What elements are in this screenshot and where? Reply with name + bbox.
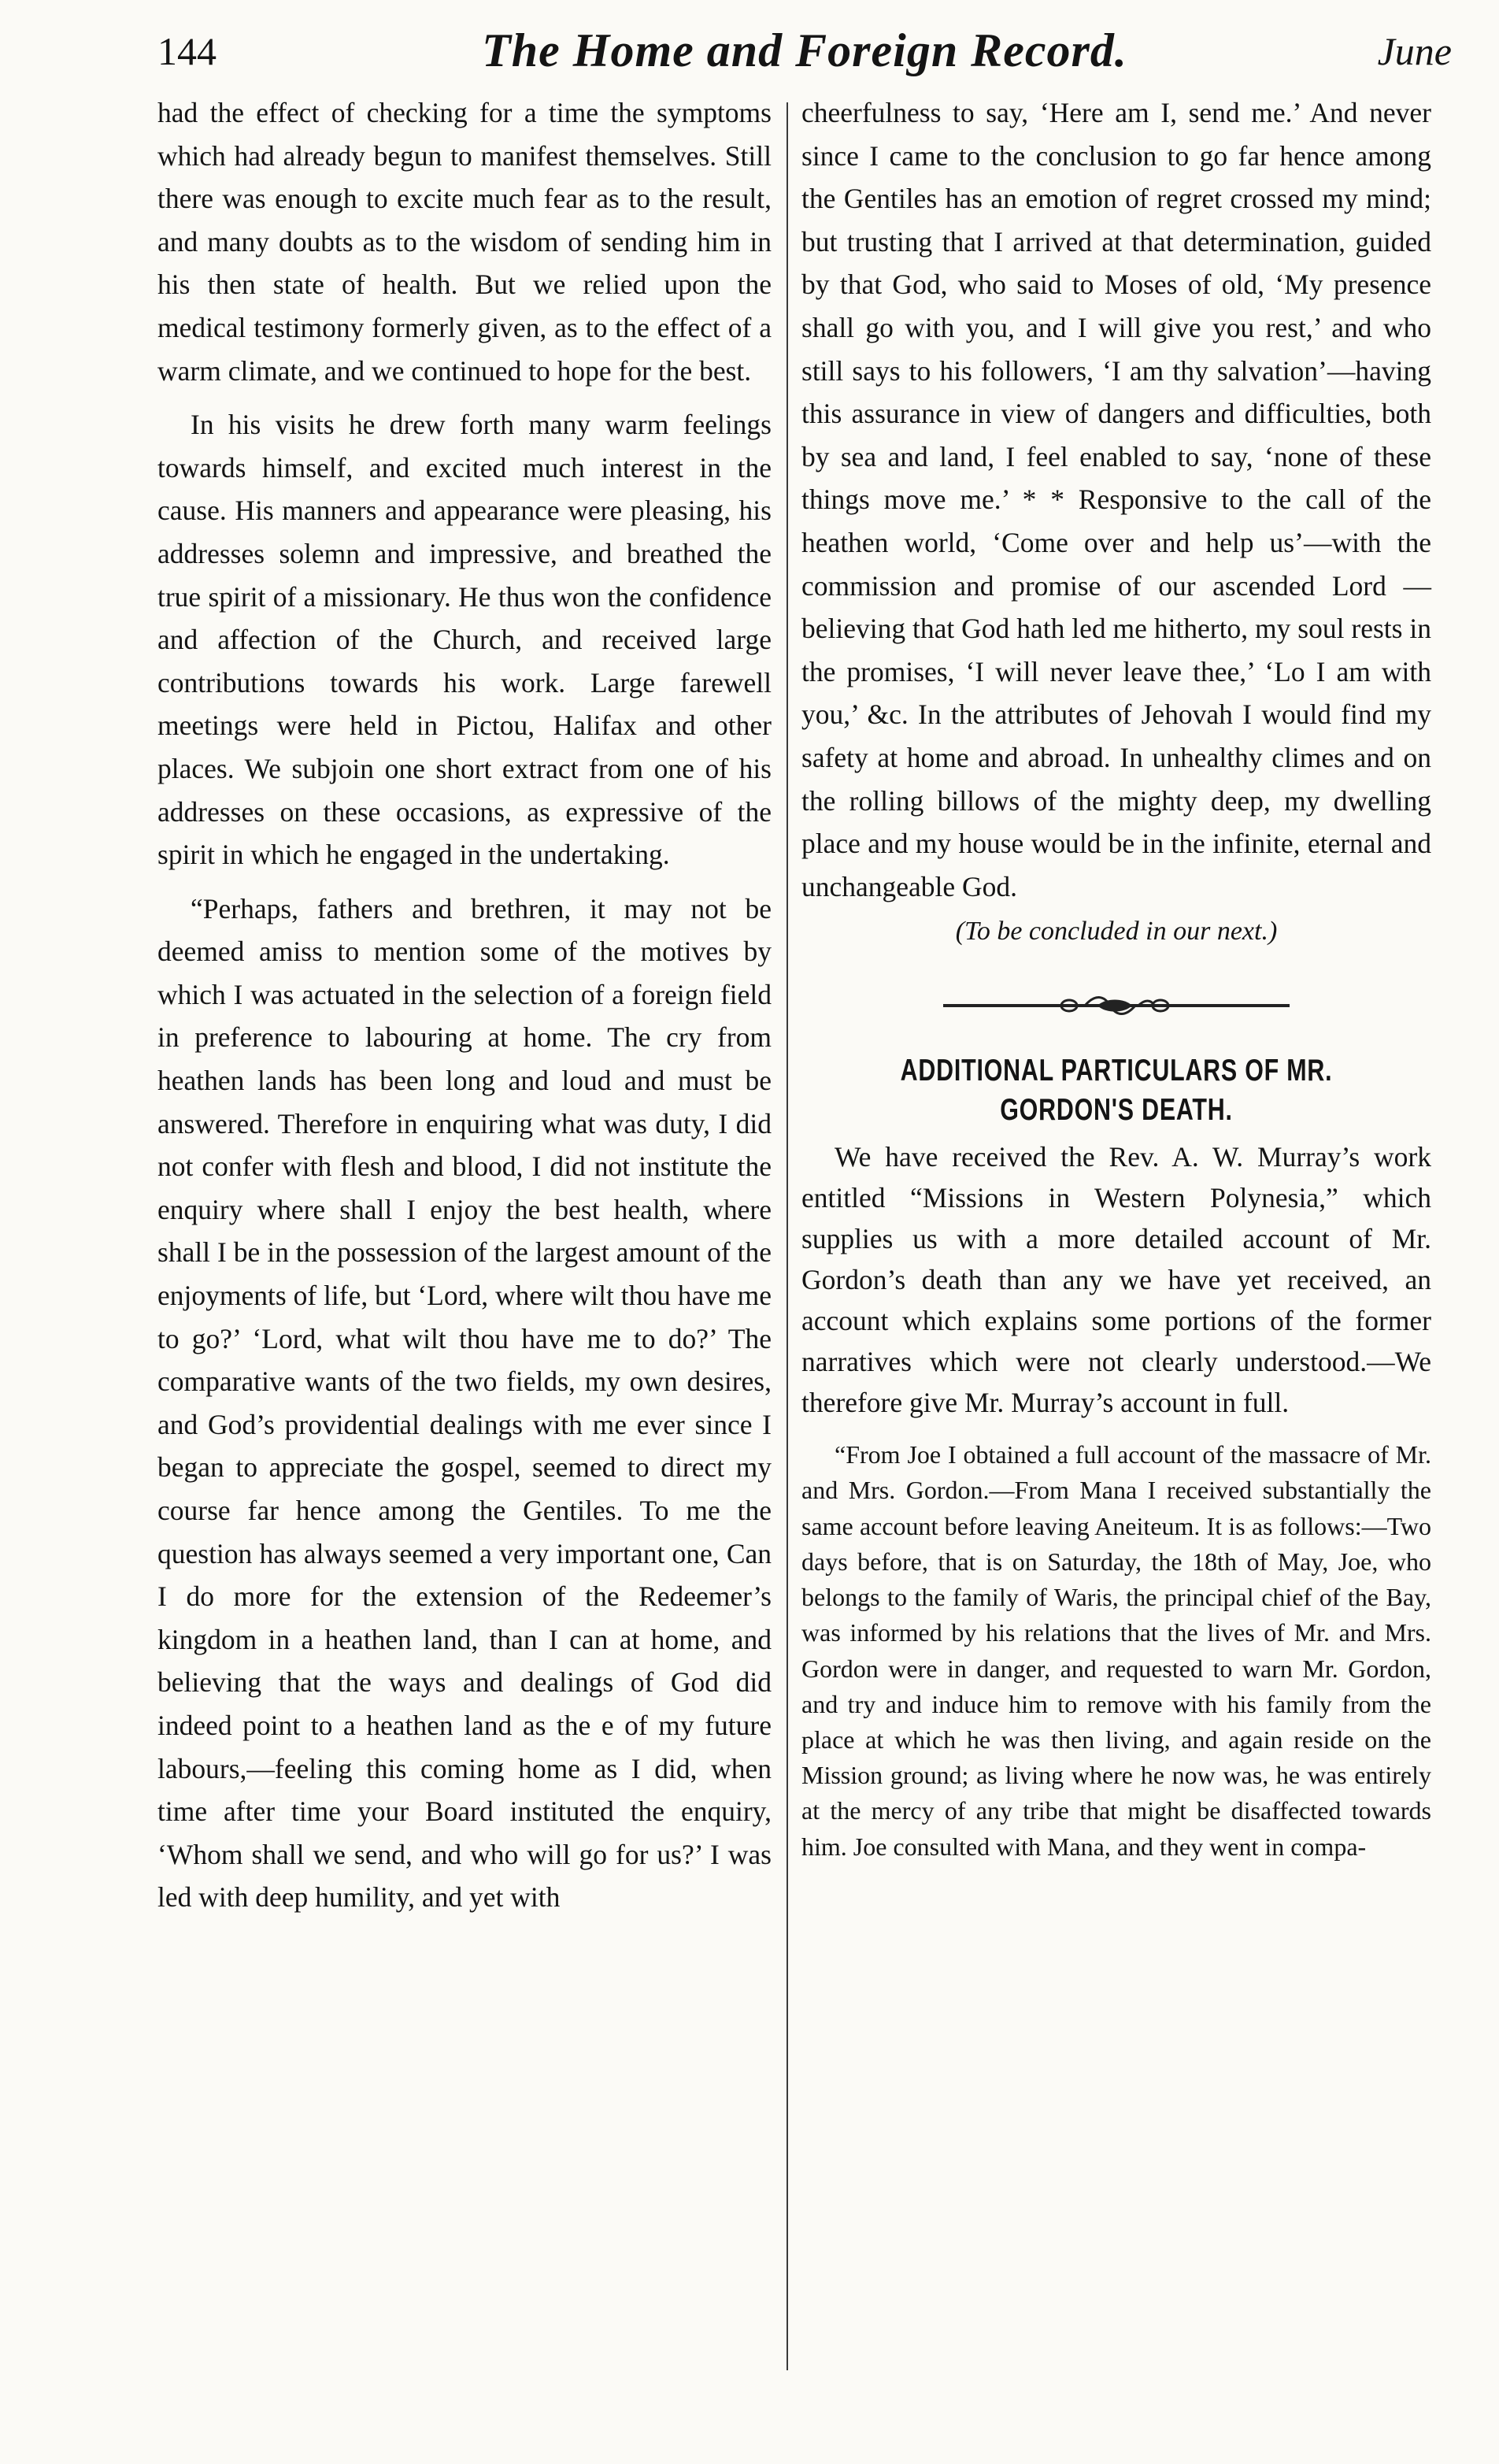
journal-title: The Home and Foreign Record. (482, 24, 1127, 76)
to-be-concluded-note: (To be concluded in our next.) (955, 917, 1278, 947)
right-paragraph-1: cheerfulness to say, ‘Here am I, send me.’ And never since I came to the conclusion to go far hence among the Gentiles has an emotion of regret crossed my mind; but trusting that I arrived at that determination, guided by that God, who said to Moses of old, ‘My presence shall go with you, and I will give you rest,’ and who still says to his followers, ‘I am thy salvation’—having this assurance in view of dangers and difficulties, both by sea and land, I feel enabled to say, ‘none of these things move me.’ * * Responsive to the call of the heathen world, ‘Come over and help us’—with the commission and promise of our ascended Lord —believing that God hath led me hitherto, my soul rests in the promises, ‘I will never leave thee,’ ‘Lo I am with you,’ &c. In the attributes of Jehovah I would find my safety at home and abroad. In unhealthy climes and on the rolling billows of the mighty deep, my dwelling place and my house would be in the infinite, eternal and unchangeable God. (801, 97, 1431, 902)
article-intro: We have received the Rev. A. W. Murray’s work entitled “Missions in Western Polynesia,” which supplies us with a more detailed account of Mr. Gordon’s death than any we have yet received, an account which explains some portions of the former narratives which were not clearly understood.—We therefore give Mr. Murray’s account in full. (801, 1141, 1431, 1419)
left-column (157, 91, 772, 1919)
article-quote: “From Joe I obtained a full account of the massacre of Mr. and Mrs. Gordon.—From Mana I received substantially the same account before leaving Aneiteum. It is as follows:—Two days before, that is on Saturday, the 18th of May, Joe, who belongs to the family of Waris, the principal chief of the Bay, was informed by his relations that the lives of Mr. and Mrs. Gordon were in danger, and requested to warn Mr. Gordon, and try and induce him to remove with his family from the place at which he was then living, and again reside on the Mission ground; as living where he now was, he was entirely at the mercy of any tribe that might be disaffected towards him. Joe consulted with Mana, and they went in compa- (801, 1440, 1431, 1861)
article-heading: ADDITIONAL PARTICULARS OF MR. GORDON'S DEATH. (900, 1054, 1333, 1128)
issue-month: June (1377, 29, 1452, 73)
left-paragraph-3: “Perhaps, fathers and brethren, it may not be deemed amiss to mention some of the motives by which I was actuated in the selection of a foreign field in preference to labouring at home. The cry from heathen lands has been long and loud and must be answered. Therefore in enquiring what was duty, I did not confer with flesh and blood, I did not institute the enquiry where shall I enjoy the best health, where shall I be in the possession of the largest amount of the enjoyments of life, but ‘Lord, where wilt thou have me to go?’ ‘Lord, what wilt thou have me to do?’ The comparative wants of the two fields, my own desires, and God’s providential dealings with me ever since I began to appreciate the gospel, seemed to direct my course far hence among the Gentiles. To me the question has always seemed a very important one, Can I do more for the extension of the Redeemer’s kingdom in a heathen land, than I can at home, and believing that the ways and dealings of God did indeed point to a heathen land as the e of my future labours,—feeling this coming home as I did, when time after time your Board instituted the enquiry, ‘Whom shall we send, and who will go for us?’ I was led with deep humility, and yet with (157, 892, 772, 1914)
page-number: 144 (157, 29, 217, 73)
column-divider (787, 102, 788, 2370)
decorative-rule-ornament (943, 990, 1290, 1021)
left-paragraph-1: had the effect of checking for a time the symptoms which had already begun to manifest themselves. Still there was enough to excite much fear as to the result, and many doubts as to the wisdom of sending him in his then state of health. But we relied upon the medical testimony formerly given, as to the effect of a warm climate, and we continued to hope for the best. (157, 97, 772, 387)
page-header (157, 17, 1452, 80)
left-paragraph-2: In his visits he drew forth many warm feelings towards himself, and excited much interest in the cause. His manners and appearance were pleasing, his addresses solemn and impressive, and breathed the true spirit of a missionary. He thus won the confidence and affection of the Church, and received large contributions towards his work. Large farewell meetings were held in Pictou, Halifax and other places. We subjoin one short extract from one of his addresses on these occasions, as expressive of the spirit in which he engaged in the undertaking. (157, 409, 772, 871)
right-column (801, 91, 1431, 1865)
